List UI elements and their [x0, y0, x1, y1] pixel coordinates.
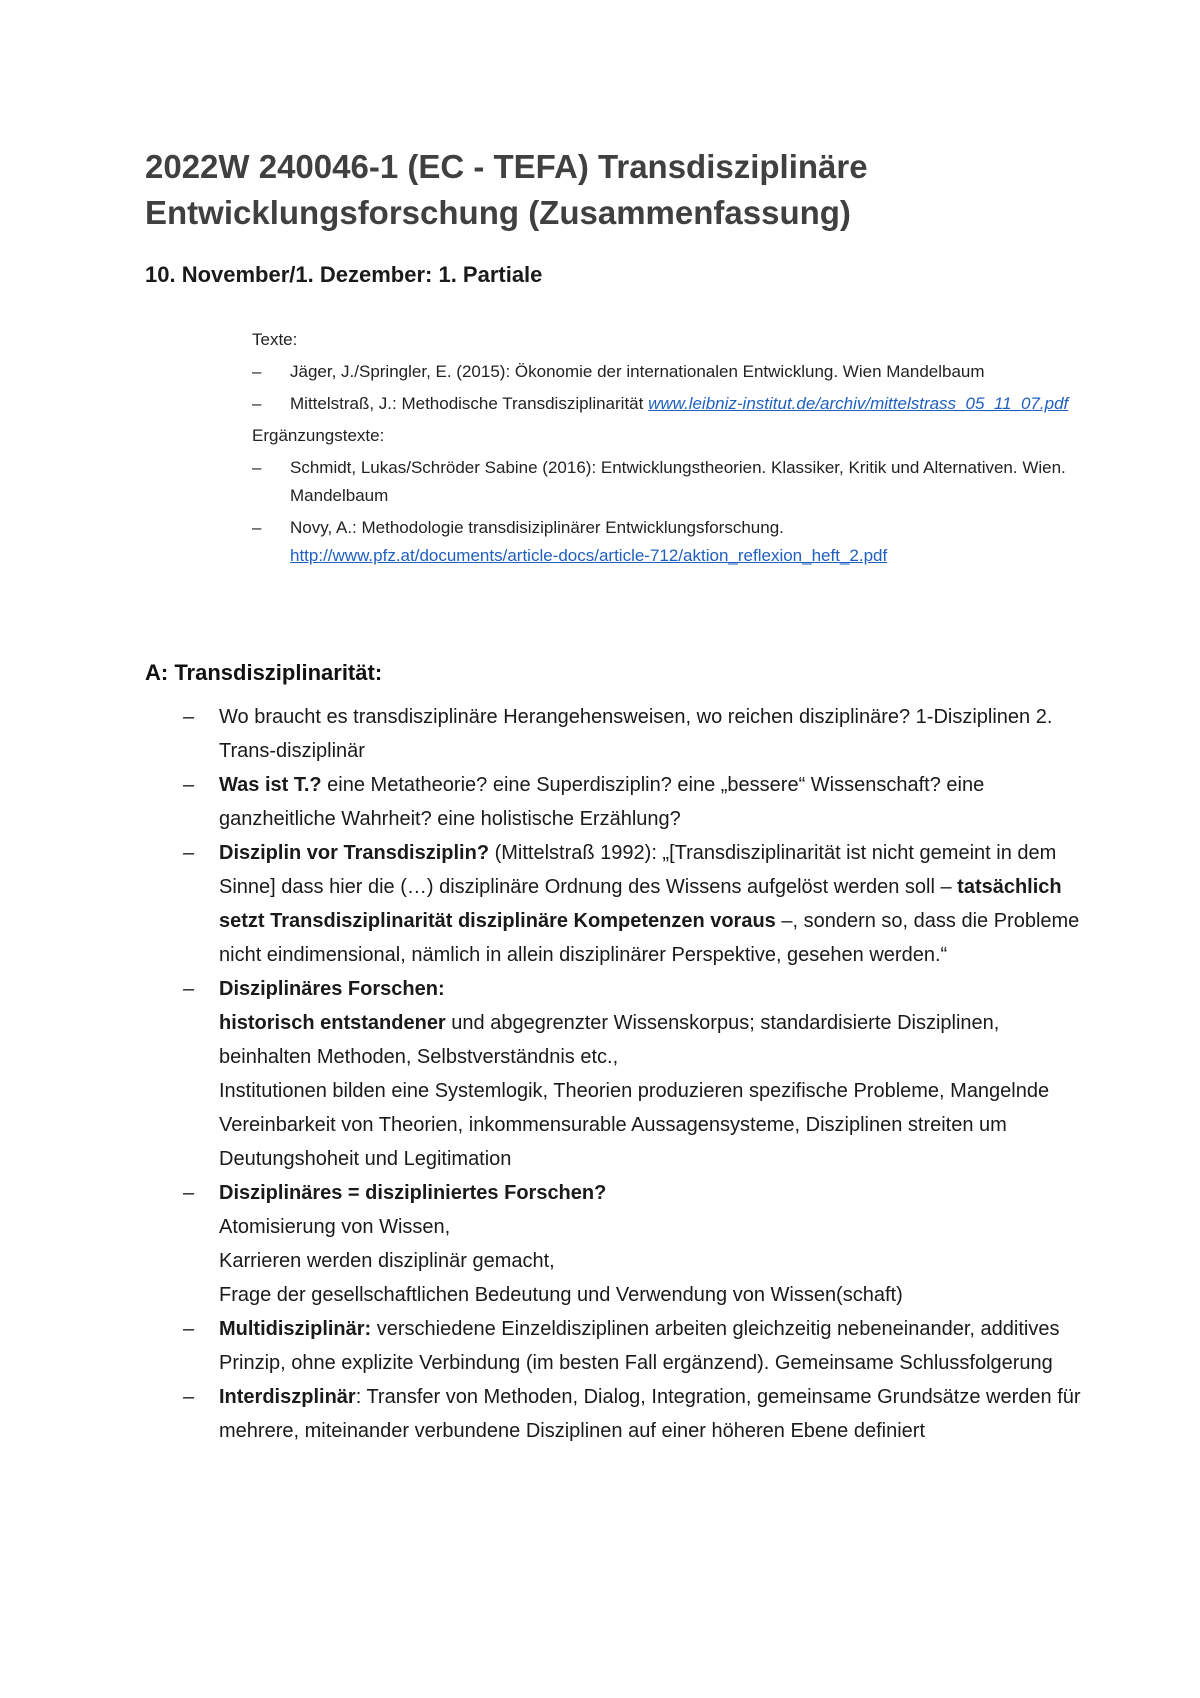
- item-line: Atomisierung von Wissen,: [219, 1216, 451, 1238]
- dash-bullet: –: [252, 458, 262, 477]
- list-item: [183, 768, 1083, 836]
- item-text: eine Metatheorie? eine Superdisziplin? eine „bessere“ Wissenschaft? eine ganzheitliche Wahrheit? eine holistische Erzählung?: [219, 774, 985, 830]
- dash-bullet: –: [252, 394, 262, 413]
- reference-text: Mittelstraß, J.: Methodische Transdisziplinarität: [290, 394, 649, 413]
- list-item: [183, 1312, 1083, 1380]
- item-line: Frage der gesellschaftlichen Bedeutung und Verwendung von Wissen(schaft): [219, 1284, 903, 1306]
- item-term: Multidisziplinär:: [219, 1318, 372, 1340]
- item-term: Interdiszplinär: [219, 1386, 356, 1408]
- reference-link[interactable]: www.leibniz-institut.de/archiv/mittelstrass_05_11_07.pdf: [648, 394, 1069, 413]
- item-line: Institutionen bilden eine Systemlogik, Theorien produzieren spezifische Probleme, Mangelnde Vereinbarkeit von Theorien, inkommensurable Aussagensysteme, Disziplinen streiten um Deutungshoheit und Legitimation: [219, 1080, 1050, 1170]
- item-line: Karrieren werden disziplinär gemacht,: [219, 1250, 555, 1272]
- reference-text: Jäger, J./Springler, E. (2015): Ökonomie der internationalen Entwicklung. Wien Mandelbaum: [290, 362, 985, 381]
- item-term: Disziplinäres Forschen:: [219, 978, 445, 1000]
- item-text: : Transfer von Methoden, Dialog, Integration, gemeinsame Grundsätze werden für mehrere, miteinander verbundene Disziplinen auf einer höheren Ebene definiert: [219, 1386, 1081, 1442]
- item-term: Disziplin vor Transdisziplin?: [219, 842, 490, 864]
- item-text: und abgegrenzter Wissenskorpus; standardisierte Disziplinen, beinhalten Methoden, Selbstverständnis etc.,: [219, 1012, 1000, 1068]
- item-text: (Mittelstraß 1992): „[Transdisziplinarität ist nicht gemeint in dem Sinne] dass hier die (…) disziplinäre Ordnung des Wissens aufgelöst werden soll –: [219, 842, 1057, 898]
- session-heading: 10. November/1. Dezember: 1. Partiale: [145, 262, 543, 287]
- texts-label: Texte:: [252, 330, 298, 349]
- dash-bullet: –: [183, 978, 195, 1000]
- list-item: [183, 700, 1083, 768]
- item-line: [219, 1006, 1083, 1074]
- list-item: [252, 358, 1082, 386]
- item-emphasis: tatsächlich setzt Transdisziplinarität disziplinäre Kompetenzen voraus: [219, 876, 1062, 932]
- dash-bullet: –: [183, 1386, 195, 1408]
- dash-bullet: –: [252, 362, 262, 381]
- list-item: [183, 972, 1083, 1176]
- item-term: Disziplinäres = diszipliniertes Forschen?: [219, 1182, 607, 1204]
- list-item: [252, 514, 1082, 570]
- dash-bullet: –: [183, 1182, 195, 1204]
- list-item: [183, 836, 1083, 972]
- reading-list: [252, 326, 1082, 574]
- section-heading: A: Transdisziplinarität:: [145, 660, 383, 685]
- item-term: Was ist T.?: [219, 774, 322, 796]
- dash-bullet: –: [183, 706, 195, 728]
- dash-bullet: –: [252, 518, 262, 537]
- list-item: [252, 390, 1082, 418]
- main-list: [183, 700, 1083, 1448]
- list-item: [183, 1176, 1083, 1312]
- dash-bullet: –: [183, 1318, 195, 1340]
- list-item: [183, 1380, 1083, 1448]
- item-text: Wo braucht es transdisziplinäre Herangehensweisen, wo reichen disziplinäre? 1-Disziplinen 2. Trans-disziplinär: [219, 706, 1053, 762]
- reference-text: Novy, A.: Methodologie transdisiziplinärer Entwicklungsforschung.: [290, 518, 784, 537]
- item-text: –, sondern so, dass die Probleme nicht eindimensional, nämlich in allein disziplinärer Perspektive, gesehen werden.“: [219, 910, 1080, 966]
- reference-link[interactable]: http://www.pfz.at/documents/article-docs/article-712/aktion_reflexion_heft_2.pdf: [290, 546, 888, 565]
- texts-list: [252, 358, 1082, 418]
- item-emphasis: historisch entstandener: [219, 1012, 446, 1034]
- supplementary-list: [252, 454, 1082, 570]
- supplementary-label: Ergänzungstexte:: [252, 426, 385, 445]
- dash-bullet: –: [183, 774, 195, 796]
- document-title: 2022W 240046-1 (EC - TEFA) Transdisziplinäre Entwicklungsforschung (Zusammenfassung): [145, 148, 868, 231]
- reference-text: Schmidt, Lukas/Schröder Sabine (2016): Entwicklungstheorien. Klassiker, Kritik und Alternativen. Wien. Mandelbaum: [290, 458, 1066, 505]
- list-item: [252, 454, 1082, 510]
- item-text: verschiedene Einzeldisziplinen arbeiten gleichzeitig nebeneinander, additives Prinzip, ohne explizite Verbindung (im besten Fall ergänzend). Gemeinsame Schlussfolgerung: [219, 1318, 1060, 1374]
- dash-bullet: –: [183, 842, 195, 864]
